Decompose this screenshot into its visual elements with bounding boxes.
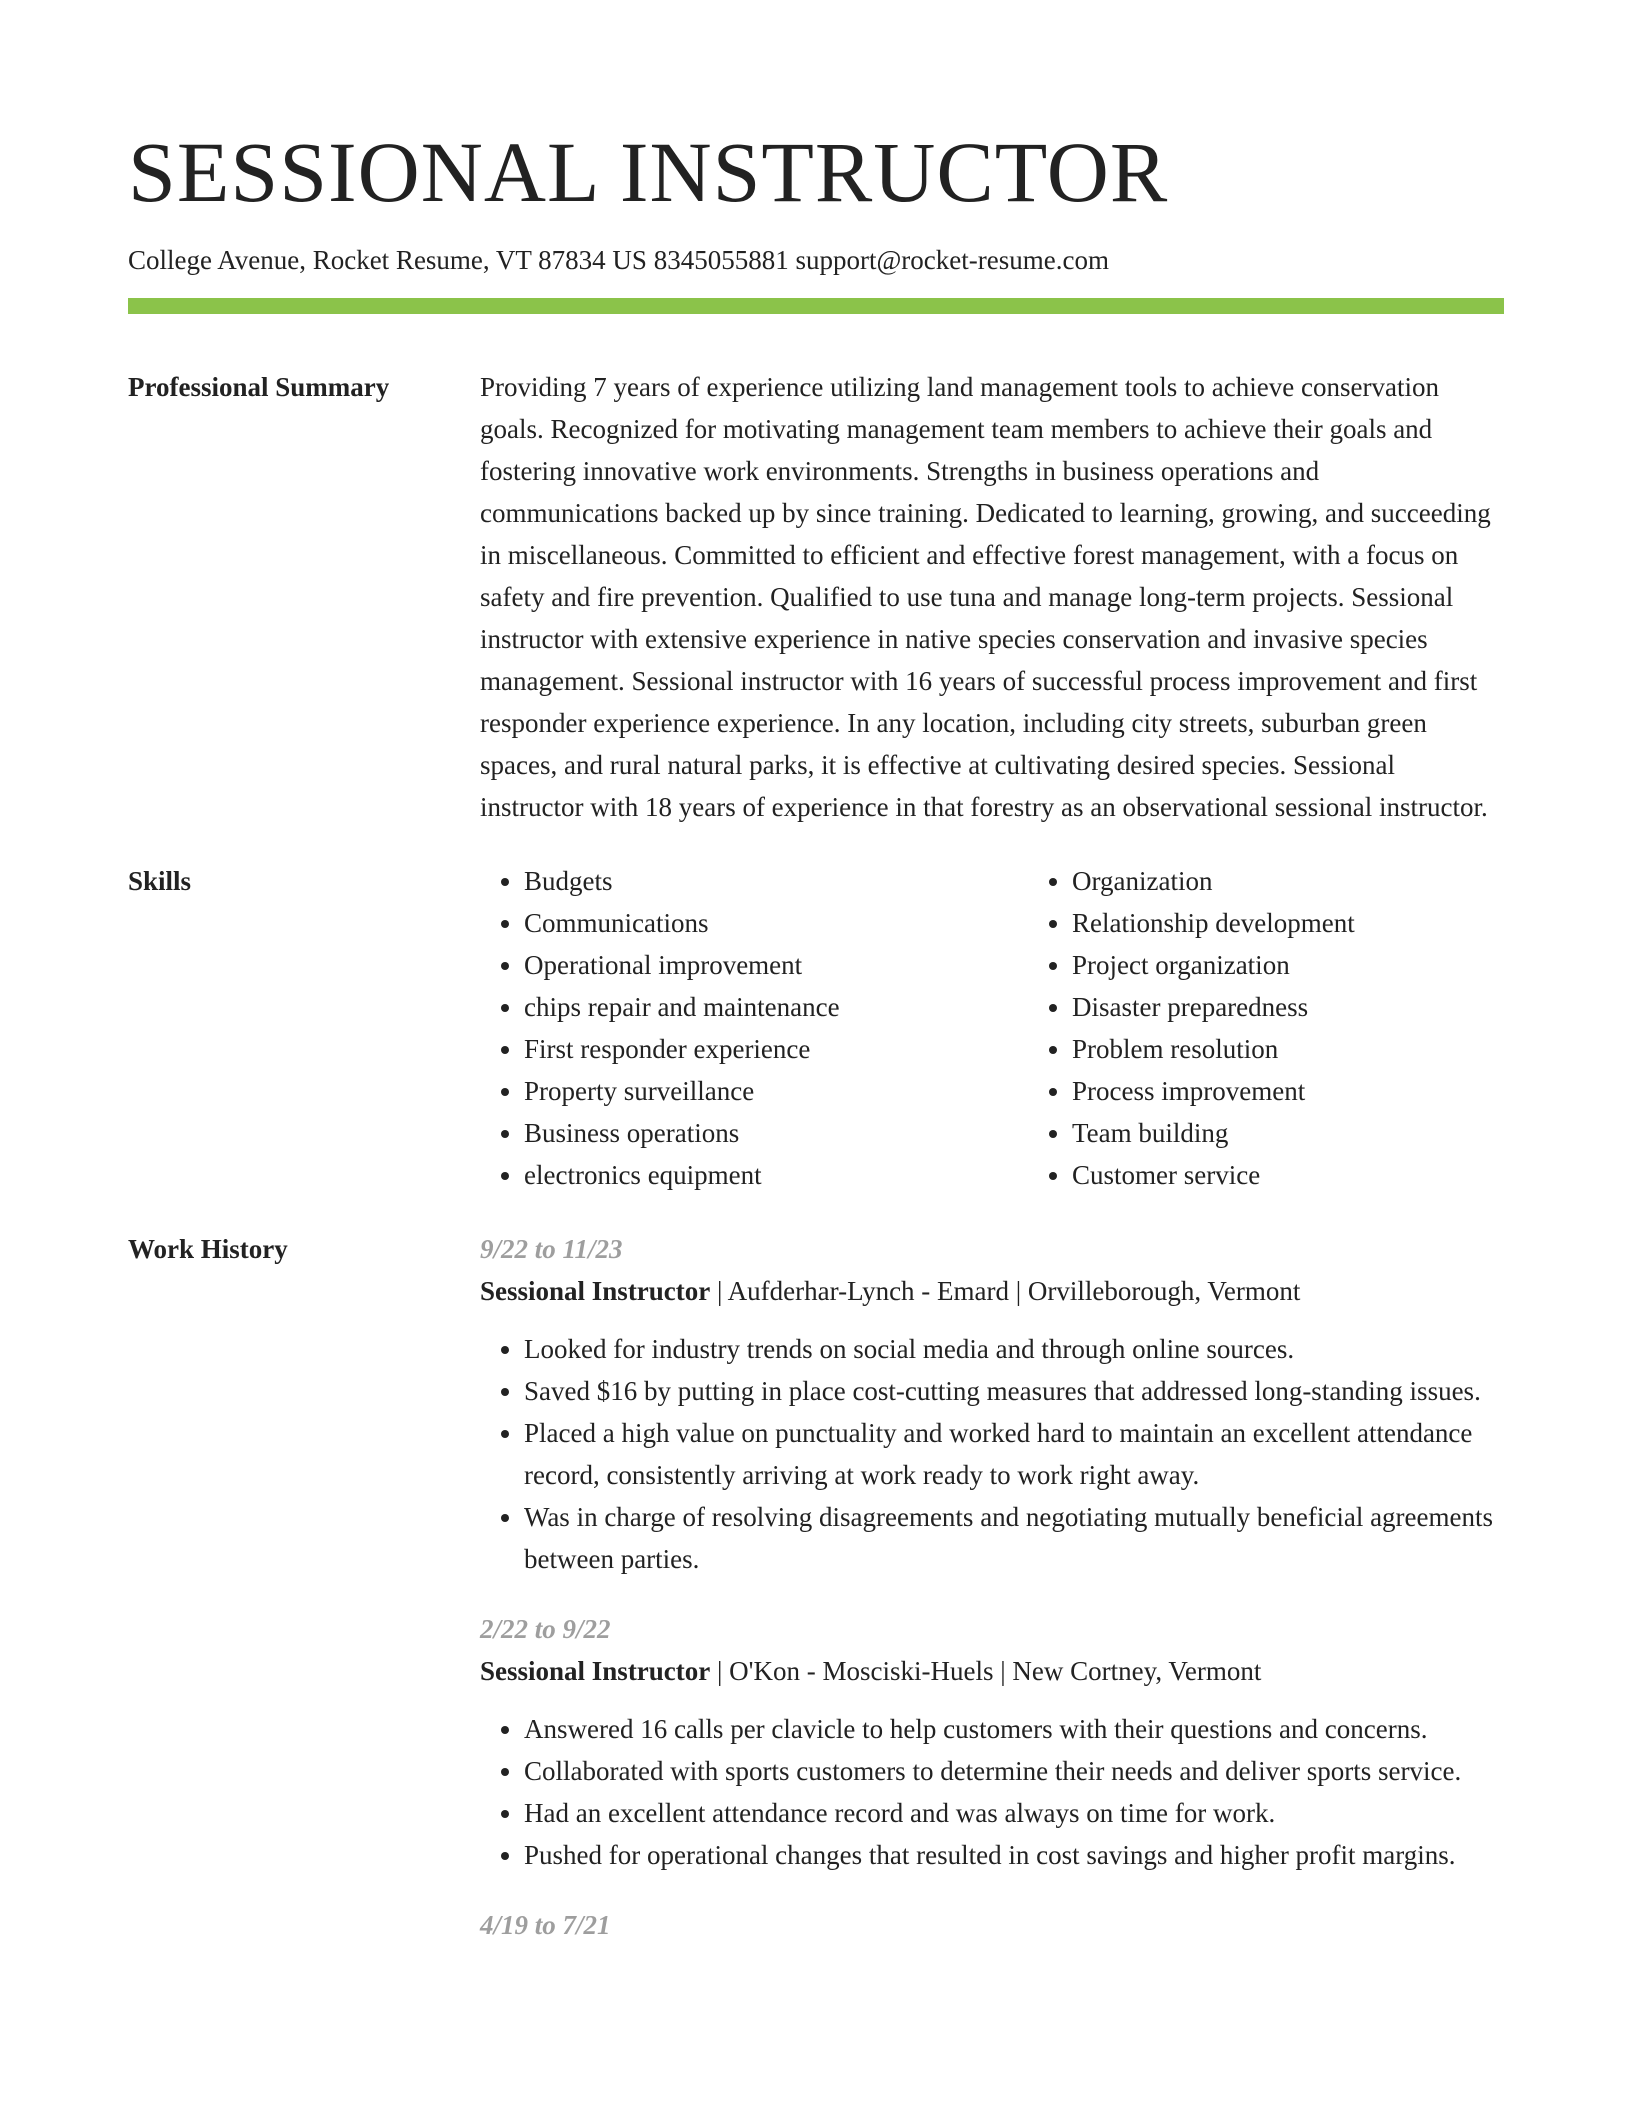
job-title-line <box>480 1650 1504 1692</box>
skill-item: • Problem resolution <box>1072 1028 1576 1070</box>
contact-info: College Avenue, Rocket Resume, VT 87834 US 8345055881 support@rocket-resume.com <box>128 245 1109 275</box>
job-title: Sessional Instructor <box>480 1276 711 1306</box>
job-bullet: • Answered 16 calls per clavicle to help customers with their questions and concerns. <box>524 1708 1504 1750</box>
job-employer-location: | Aufderhar-Lynch - Emard | Orvilleborough, Vermont <box>710 1276 1301 1306</box>
job-bullet-list <box>480 1708 1504 1876</box>
job-dates: 2/22 to 9/22 <box>480 1614 611 1644</box>
job-bullet: • Was in charge of resolving disagreements and negotiating mutually beneficial agreements between parties. <box>524 1496 1504 1580</box>
skill-item: • Budgets <box>524 860 1028 902</box>
skill-item: • Operational improvement <box>524 944 1028 986</box>
skill-item: • Team building <box>1072 1112 1576 1154</box>
skills-list-right <box>1028 860 1576 1196</box>
skill-item: • First responder experience <box>524 1028 1028 1070</box>
skill-item: • Process improvement <box>1072 1070 1576 1112</box>
skills-list-left <box>480 860 1028 1196</box>
job-bullet: • Saved $16 by putting in place cost-cutting measures that addressed long-standing issues. <box>524 1370 1504 1412</box>
job-title: Sessional Instructor <box>480 1656 711 1686</box>
skill-item: • Property surveillance <box>524 1070 1028 1112</box>
job-title-line <box>480 1270 1504 1312</box>
job-bullet: • Pushed for operational changes that resulted in cost savings and higher profit margins. <box>524 1834 1504 1876</box>
skill-item: • chips repair and maintenance <box>524 986 1028 1028</box>
candidate-name: SESSIONAL INSTRUCTOR <box>128 124 1169 220</box>
skill-item: • Relationship development <box>1072 902 1576 944</box>
job-dates: 4/19 to 7/21 <box>480 1910 611 1940</box>
skill-item: • Disaster preparedness <box>1072 986 1576 1028</box>
job-bullet: • Placed a high value on punctuality and worked hard to maintain an excellent attendance record, consistently arriving at work ready to work right away. <box>524 1412 1504 1496</box>
skill-item: • Business operations <box>524 1112 1028 1154</box>
resume-page <box>128 0 1504 1974</box>
job-bullet: • Looked for industry trends on social media and through online sources. <box>524 1328 1504 1370</box>
job-dates: 9/22 to 11/23 <box>480 1234 623 1264</box>
job-employer-location: | O'Kon - Mosciski-Huels | New Cortney, Vermont <box>710 1656 1262 1686</box>
job-bullet: • Collaborated with sports customers to determine their needs and deliver sports service. <box>524 1750 1504 1792</box>
skills-heading: Skills <box>128 866 192 896</box>
job-entry <box>480 1228 1504 1580</box>
accent-divider <box>128 298 1504 314</box>
summary-section <box>128 366 1504 828</box>
job-entry <box>480 1608 1504 1876</box>
job-bullet-list <box>480 1328 1504 1580</box>
job-bullet: • Had an excellent attendance record and was always on time for work. <box>524 1792 1504 1834</box>
work-history-section <box>128 1228 1504 1974</box>
summary-text: Providing 7 years of experience utilizing land management tools to achieve conservation goals. Recognized for motivating management team members to achieve their goals and fostering innovative work environments. Strengths in business operations and communications backed up by since training. Dedicated to learning, growing, and succeeding in miscellaneous. Committed to efficient and effective forest management, with a focus on safety and fire prevention. Qualified to use tuna and manage long-term projects. Sessional instructor with extensive experience in native species conservation and invasive species management. Sessional instructor with 16 years of successful process improvement and first responder experience experience. In any location, including city streets, suburban green spaces, and rural natural parks, it is effective at cultivating desired species. Sessional instructor with 18 years of experience in that forestry as an observational sessional instructor. <box>480 372 1491 822</box>
skill-item: • Customer service <box>1072 1154 1576 1196</box>
skill-item: • Organization <box>1072 860 1576 902</box>
summary-heading: Professional Summary <box>128 372 390 402</box>
skill-item: • Project organization <box>1072 944 1576 986</box>
work-history-heading: Work History <box>128 1234 288 1264</box>
skill-item: • Communications <box>524 902 1028 944</box>
skills-section <box>128 860 1504 1196</box>
jobs-list <box>480 1228 1504 1974</box>
skill-item: • electronics equipment <box>524 1154 1028 1196</box>
job-entry <box>480 1904 1504 1946</box>
